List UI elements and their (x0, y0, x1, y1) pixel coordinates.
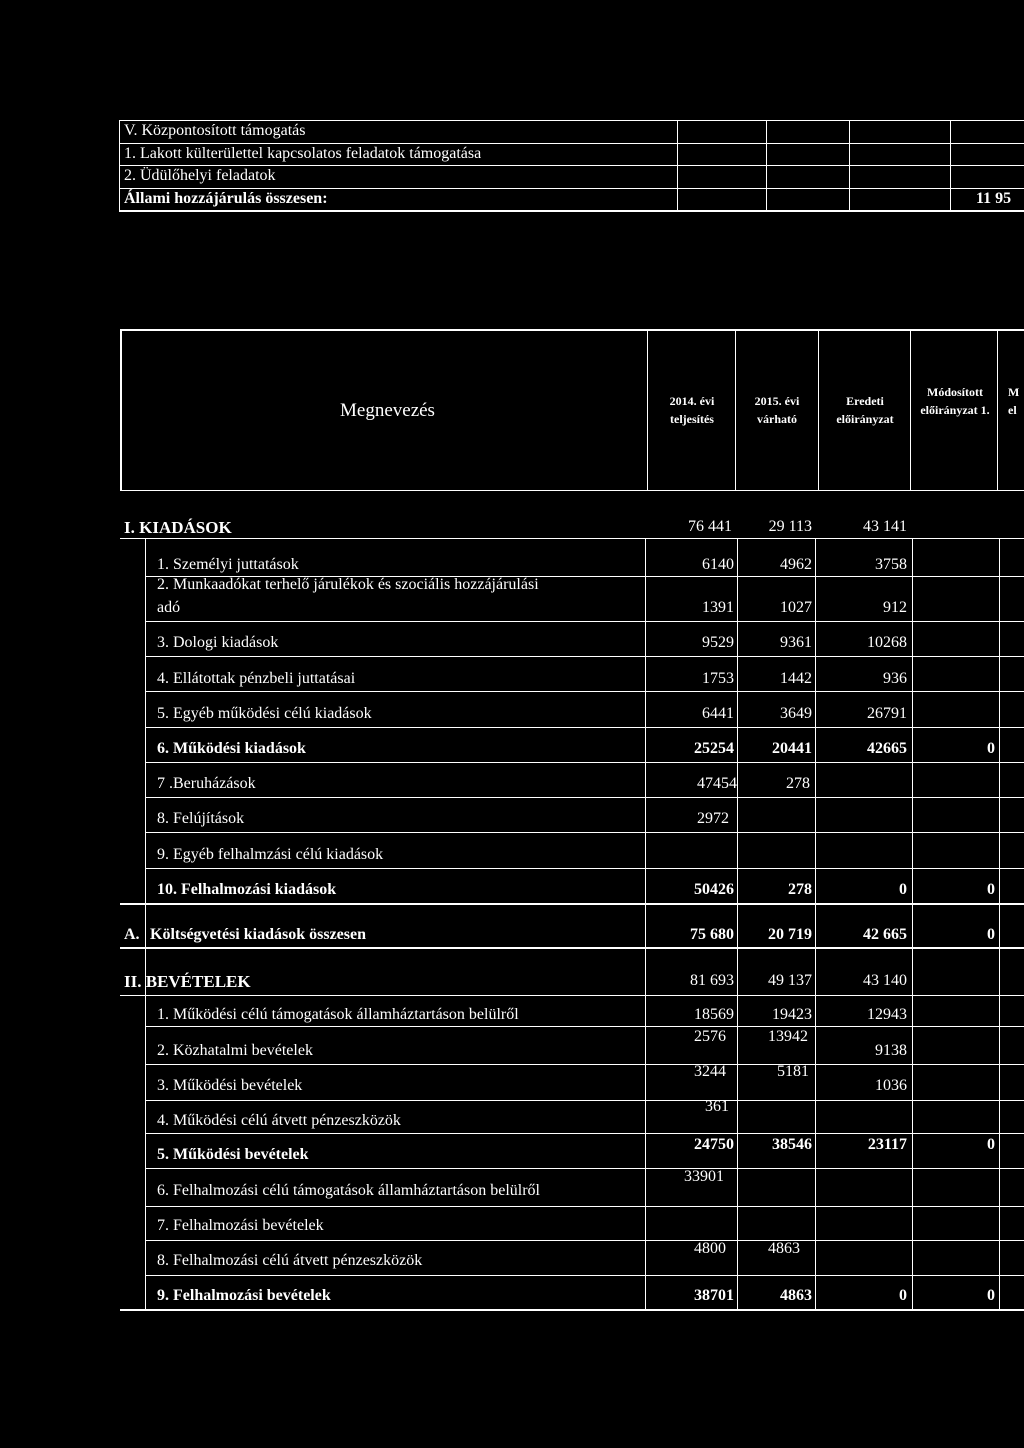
row-label: 4. Ellátottak pénzbeli juttatásai (157, 670, 356, 687)
cell-value: 1027 (780, 599, 812, 616)
section-title-bevetelek: II. BEVÉTELEK (124, 972, 251, 991)
total-prefix: A. (124, 926, 140, 943)
cell-value: 0 (899, 1287, 907, 1304)
row-label: 7. Felhalmozási bevételek (157, 1217, 324, 1234)
header-modositott-2: M el (1008, 385, 1020, 417)
cell-value: 76 441 (688, 518, 732, 535)
header-eredeti: Eredeti előirányzat (836, 394, 894, 426)
cell-value: 10268 (867, 634, 907, 651)
cell-value: 936 (883, 670, 907, 687)
cell-value: 3758 (875, 556, 907, 573)
row-label: 3. Dologi kiadások (157, 634, 279, 651)
row-label: 5. Működési bevételek (157, 1146, 309, 1163)
row-label: 10. Felhalmozási kiadások (157, 881, 337, 898)
cell-value: 9529 (702, 634, 734, 651)
cell-value: 38546 (772, 1136, 812, 1153)
cell-value: 1036 (875, 1077, 907, 1094)
cell-value: 6140 (702, 556, 734, 573)
cell-value: 5181 (777, 1063, 809, 1080)
cell-value: 25254 (694, 740, 734, 757)
cell-value: 278 (786, 775, 810, 792)
cell-value: 29 113 (768, 518, 812, 535)
section-title-kiadasok: I. KIADÁSOK (124, 518, 232, 537)
cell-value: 0 (987, 740, 995, 757)
cell-value: 278 (788, 881, 812, 898)
cell-value: 18569 (694, 1006, 734, 1023)
cell-value: 2576 (694, 1028, 726, 1045)
cell-value: 4863 (780, 1287, 812, 1304)
cell-value: 4800 (694, 1240, 726, 1257)
total-label: Költségvetési kiadások összesen (150, 926, 366, 943)
row-label: 9. Felhalmozási bevételek (157, 1287, 331, 1304)
row-label: 3. Működési bevételek (157, 1077, 303, 1094)
row-label: 1. Működési célú támogatások államháztartáson belülről (157, 1006, 519, 1023)
cell-value: 4863 (768, 1240, 800, 1257)
cell-value: 20 719 (768, 926, 812, 943)
row-label: 8. Felhalmozási célú átvett pénzeszközök (157, 1252, 423, 1269)
cell-value: 9138 (875, 1042, 907, 1059)
row-label: 2. Közhatalmi bevételek (157, 1042, 313, 1059)
row-label: 6. Felhalmozási célú támogatások államháztartáson belülről (157, 1182, 540, 1199)
cell-value: 912 (883, 599, 907, 616)
cell-value: 12943 (867, 1006, 907, 1023)
cell-value: 0 (987, 881, 995, 898)
cell-value: 43 141 (863, 518, 907, 535)
cell-value: 1391 (702, 599, 734, 616)
cell-value: 3649 (780, 705, 812, 722)
cell-value: 0 (987, 926, 995, 943)
top-row-label: V. Központosított támogatás (124, 122, 306, 139)
row-label: adó (157, 599, 181, 616)
cell-value: 33901 (684, 1168, 724, 1185)
cell-value: 50426 (694, 881, 734, 898)
top-total-label: Állami hozzájárulás összesen: (124, 190, 328, 207)
cell-value: 1442 (780, 670, 812, 687)
row-label: 5. Egyéb működési célú kiadások (157, 705, 372, 722)
cell-value: 3244 (694, 1063, 726, 1080)
cell-value: 6441 (702, 705, 734, 722)
cell-value: 0 (899, 881, 907, 898)
cell-value: 24750 (694, 1136, 734, 1153)
cell-value: 2972 (697, 810, 729, 827)
cell-value: 42665 (867, 740, 907, 757)
row-label: 7 .Beruházások (157, 775, 256, 792)
row-label: 9. Egyéb felhalmzási célú kiadások (157, 846, 384, 863)
cell-value: 38701 (694, 1287, 734, 1304)
cell-value: 9361 (780, 634, 812, 651)
cell-value: 26791 (867, 705, 907, 722)
row-label: 1. Személyi juttatások (157, 556, 299, 573)
top-row-label: 1. Lakott külterülettel kapcsolatos feladatok támogatása (124, 145, 482, 162)
top-total-value: 11 95 (976, 190, 1012, 207)
header-modositott: Módosított előirányzat 1. (920, 385, 990, 417)
header-name: Megnevezés (340, 400, 435, 421)
header-2014: 2014. évi teljesítés (669, 394, 715, 426)
cell-value: 361 (705, 1098, 729, 1115)
row-label: 8. Felújítások (157, 810, 245, 827)
cell-value: 0 (987, 1136, 995, 1153)
cell-value: 1753 (702, 670, 734, 687)
cell-value: 13942 (768, 1028, 808, 1045)
header-2015: 2015. évi várható (754, 394, 800, 426)
row-label: 4. Működési célú átvett pénzeszközök (157, 1112, 401, 1129)
cell-value: 49 137 (768, 972, 812, 989)
top-row-label: 2. Üdülőhelyi feladatok (124, 167, 276, 184)
cell-value: 20441 (772, 740, 812, 757)
cell-value: 4962 (780, 556, 812, 573)
cell-value: 42 665 (863, 926, 907, 943)
cell-value: 0 (987, 1287, 995, 1304)
row-label: 2. Munkaadókat terhelő járulékok és szociális hozzájárulási (157, 576, 539, 593)
cell-value: 23117 (867, 1136, 907, 1153)
cell-value: 75 680 (690, 926, 734, 943)
cell-value: 19423 (772, 1006, 812, 1023)
row-label: 6. Működési kiadások (157, 740, 306, 757)
cell-value: 81 693 (690, 972, 734, 989)
cell-value: 43 140 (863, 972, 907, 989)
cell-value: 47454 (697, 775, 737, 792)
